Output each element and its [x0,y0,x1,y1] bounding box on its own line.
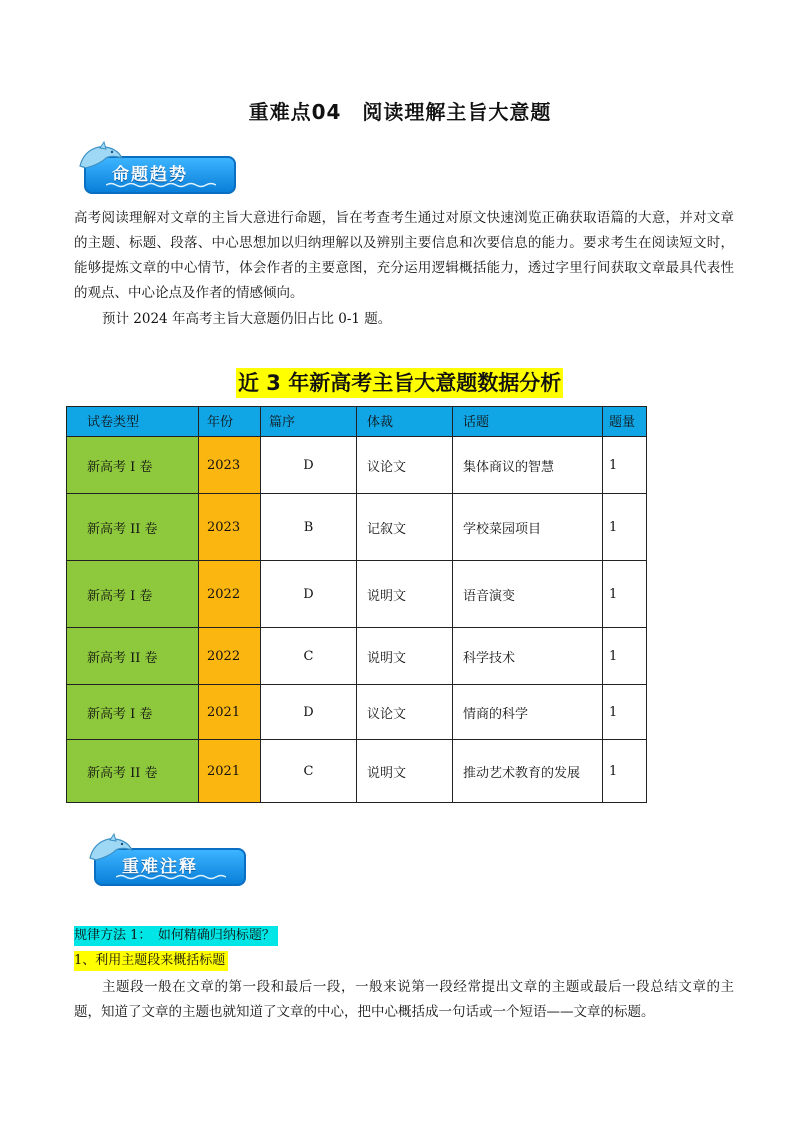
count-cell: 1 [603,628,647,685]
order-cell: D [261,437,357,494]
order-cell: B [261,494,357,561]
count-cell: 1 [603,437,647,494]
table-row [67,494,647,561]
table-title: 近 3 年新高考主旨大意题数据分析 [236,368,563,398]
count-cell: 1 [603,685,647,740]
topic-cell: 科学技术 [453,628,603,685]
col-header: 年份 [199,407,261,437]
count-cell: 1 [603,561,647,628]
table-row [67,685,647,740]
banner-label: 重难注释 [122,857,198,877]
order-cell: D [261,685,357,740]
col-header: 篇序 [261,407,357,437]
year-cell: 2023 [199,494,261,561]
table-row [67,437,647,494]
col-header: 体裁 [357,407,453,437]
topic-cell: 语音演变 [453,561,603,628]
year-cell: 2021 [199,685,261,740]
genre-cell: 议论文 [357,437,453,494]
order-cell: D [261,561,357,628]
method-subheading: 1、利用主题段来概括标题 [74,951,228,971]
explain-banner [86,840,246,886]
col-header: 话题 [453,407,603,437]
page-title: 重难点04 阅读理解主旨大意题 [248,100,552,124]
genre-cell: 记叙文 [357,494,453,561]
trend-banner [76,148,236,194]
topic-cell: 集体商议的智慧 [453,437,603,494]
data-table [66,406,647,803]
exam-cell: 新高考 II 卷 [67,628,199,685]
col-header: 题量 [603,407,647,437]
table-row [67,740,647,803]
intro-paragraph: 高考阅读理解对文章的主旨大意进行命题，旨在考查考生通过对原文快速浏览正确获取语篇的大意，并对文章的主题、标题、段落、中心思想加以归纳理解以及辨别主要信息和次要信息的能力。要求考生在阅读短文时，能够提炼文章的中心情节，体会作者的主要意图，充分运用逻辑概括能力，透过字里行间获取文章最具代表性的观点、中心论点及作者的情感倾向。 [74,210,734,301]
year-cell: 2022 [199,561,261,628]
genre-cell: 说明文 [357,561,453,628]
genre-cell: 说明文 [357,628,453,685]
order-cell: C [261,740,357,803]
count-cell: 1 [603,494,647,561]
wave-decoration [106,182,216,188]
col-header: 试卷类型 [67,407,199,437]
exam-cell: 新高考 I 卷 [67,685,199,740]
topic-cell: 情商的科学 [453,685,603,740]
table-row [67,628,647,685]
exam-cell: 新高考 I 卷 [67,561,199,628]
topic-cell: 推动艺术教育的发展 [453,740,603,803]
table-row [67,561,647,628]
year-cell: 2023 [199,437,261,494]
table-header-row [67,407,647,437]
exam-cell: 新高考 I 卷 [67,437,199,494]
year-cell: 2022 [199,628,261,685]
order-cell: C [261,628,357,685]
method-heading: 规律方法 1： 如何精确归纳标题？ [74,926,278,946]
year-cell: 2021 [199,740,261,803]
method-body: 主题段一般在文章的第一段和最后一段，一般来说第一段经常提出文章的主题或最后一段总结文章的主题，知道了文章的主题也就知道了文章的中心，把中心概括成一句话或一个短语——文章的标题。 [74,979,734,1020]
count-cell: 1 [603,740,647,803]
forecast-paragraph: 预计 2024 年高考主旨大意题仍旧占比 0-1 题。 [102,311,392,327]
wave-decoration [116,874,226,880]
topic-cell: 学校菜园项目 [453,494,603,561]
exam-cell: 新高考 II 卷 [67,494,199,561]
genre-cell: 议论文 [357,685,453,740]
banner-label: 命题趋势 [112,165,188,185]
exam-cell: 新高考 II 卷 [67,740,199,803]
genre-cell: 说明文 [357,740,453,803]
